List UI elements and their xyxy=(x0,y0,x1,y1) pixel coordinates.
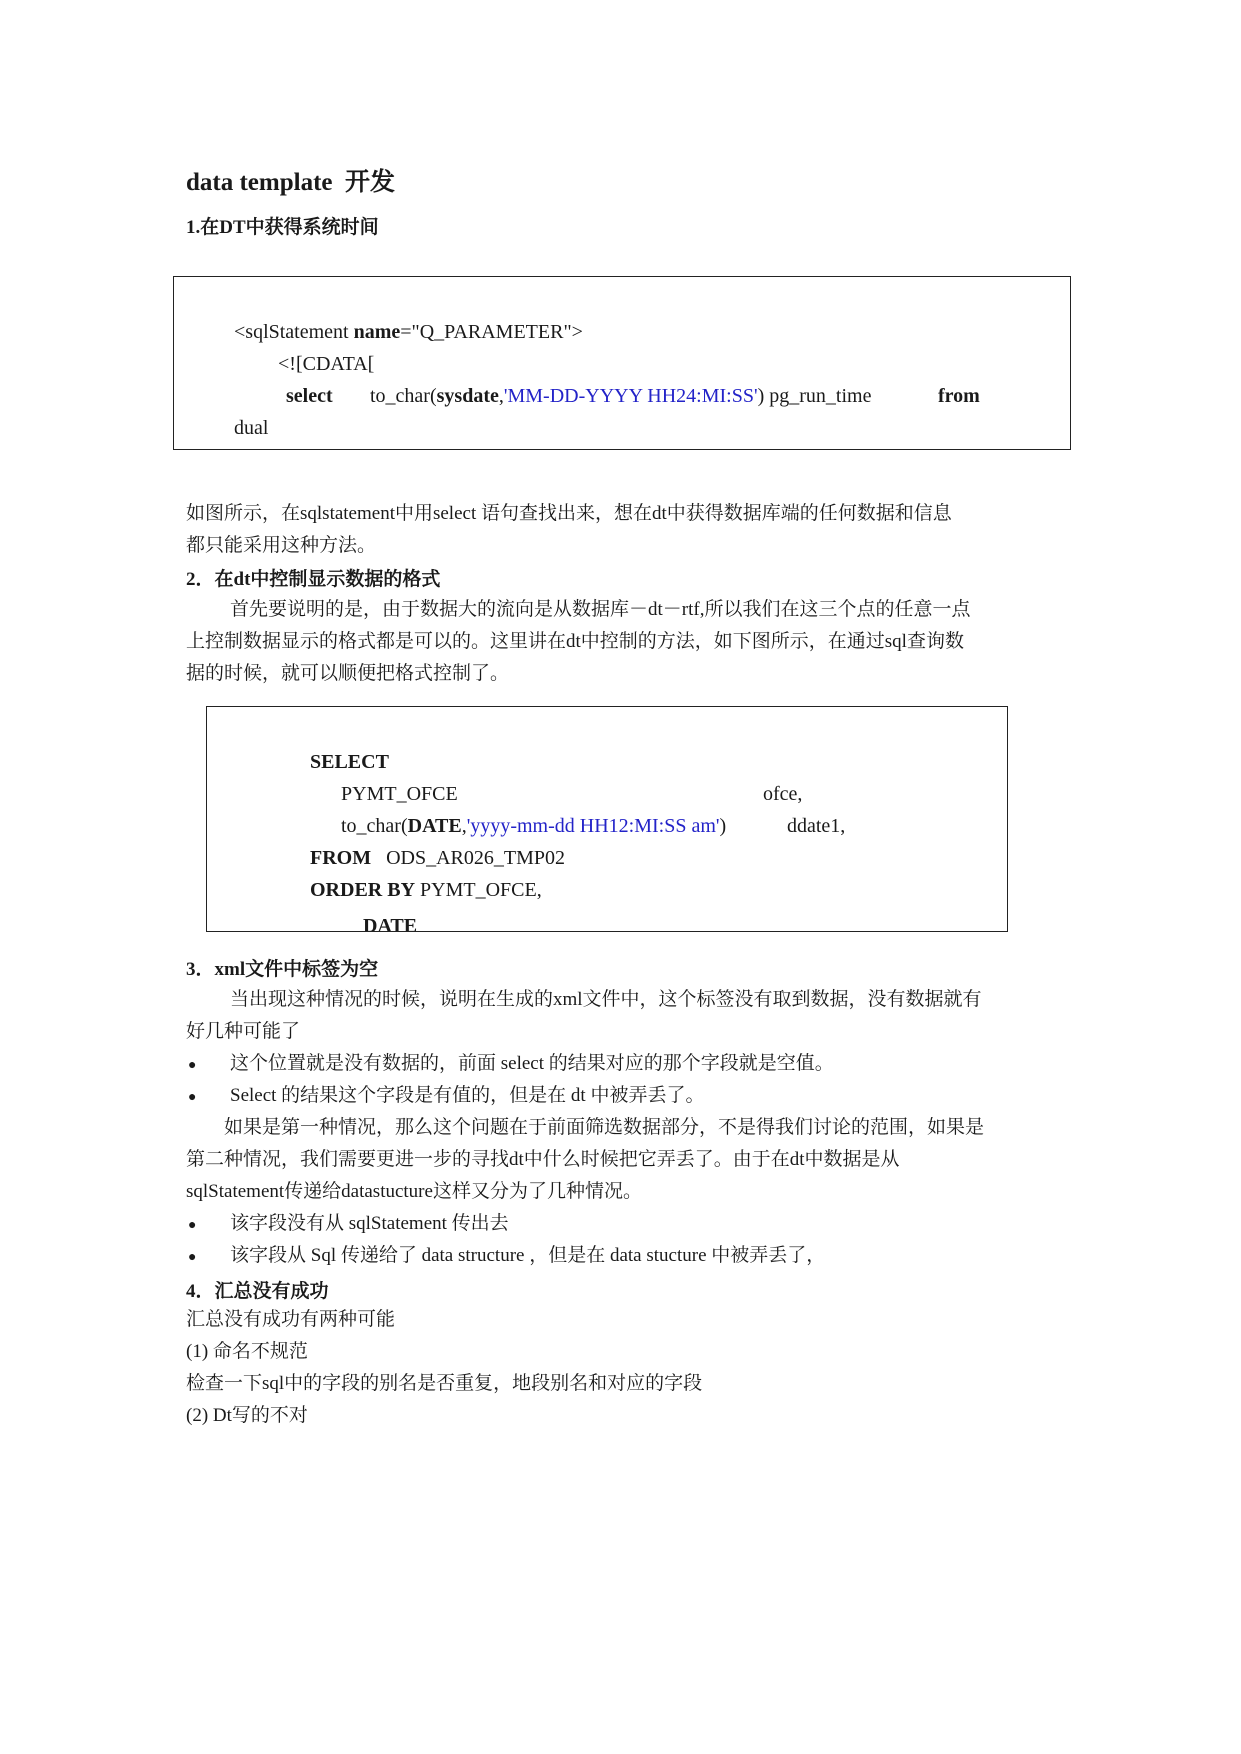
bullet-icon: ● xyxy=(188,1058,197,1073)
code-line xyxy=(286,385,333,408)
list-item: 这个位置就是没有数据的，前面 select 的结果对应的那个字段就是空值。 xyxy=(230,1053,834,1074)
code-keyword: DATE xyxy=(363,915,418,932)
section-3-heading: 3．xml文件中标签为空 xyxy=(186,959,379,980)
title-main: data template xyxy=(186,169,333,196)
code-keyword: DATE xyxy=(407,815,462,837)
code-line: PYMT_OFCE xyxy=(341,783,458,805)
paragraph: 检查一下sql中的字段的别名是否重复，地段别名和对应的字段 xyxy=(186,1373,703,1394)
code-line xyxy=(341,815,726,838)
code-token: ) xyxy=(719,815,727,837)
paragraph: 上控制数据显示的格式都是可以的。这里讲在dt中控制的方法，如下图所示，在通过sql查询数 xyxy=(186,631,964,652)
list-item: 该字段从 Sql 传递给了 data structure ，但是在 data stucture 中被弄丢了， xyxy=(230,1245,826,1266)
code-string: 'yyyy-mm-dd HH12:MI:SS am' xyxy=(466,815,720,837)
paragraph: sqlStatement传递给datastucture这样又分为了几种情况。 xyxy=(186,1181,642,1202)
code-keyword: name xyxy=(353,321,401,343)
title-suffix: 开发 xyxy=(345,169,396,196)
code-token: , xyxy=(461,815,467,837)
code-token: ODS_AR026_TMP02 xyxy=(386,847,566,869)
paragraph: 好几种可能了 xyxy=(186,1021,301,1042)
bullet-icon: ● xyxy=(188,1250,197,1265)
code-token: ="Q_PARAMETER"> xyxy=(400,321,583,343)
code-line xyxy=(234,321,583,344)
code-string: 'MM-DD-YYYY HH24:MI:SS' xyxy=(503,385,758,407)
code-keyword: SELECT xyxy=(310,751,389,773)
code-line: dual xyxy=(234,417,269,439)
code-box-2 xyxy=(206,706,1008,932)
paragraph: 当出现这种情况的时候，说明在生成的xml文件中，这个标签没有取到数据，没有数据就有 xyxy=(230,989,982,1010)
bullet-icon: ● xyxy=(188,1090,197,1105)
code-line xyxy=(370,385,871,408)
code-keyword: select xyxy=(286,385,333,407)
list-item: 该字段没有从 sqlStatement 传出去 xyxy=(230,1213,509,1234)
code-token: to_char( xyxy=(341,815,408,837)
paragraph: 如果是第一种情况，那么这个问题在于前面筛选数据部分，不是得我们讨论的范围，如果是 xyxy=(224,1117,985,1138)
code-box-1 xyxy=(173,276,1071,450)
paragraph: (1) 命名不规范 xyxy=(186,1341,308,1362)
code-line xyxy=(310,879,542,902)
code-token: PYMT_OFCE, xyxy=(415,879,542,901)
code-token: ) pg_run_time xyxy=(757,385,872,407)
section-4-heading: 4．汇总没有成功 xyxy=(186,1281,329,1302)
code-token: to_char( xyxy=(370,385,437,407)
paragraph: 首先要说明的是，由于数据大的流向是从数据库－dt－rtf,所以我们在这三个点的任意一点 xyxy=(230,599,971,620)
code-keyword: FROM xyxy=(310,847,372,869)
section-2-heading: 2．在dt中控制显示数据的格式 xyxy=(186,569,441,590)
code-line: <![CDATA[ xyxy=(278,353,375,375)
code-keyword: ORDER BY xyxy=(310,879,416,901)
paragraph: 都只能采用这种方法。 xyxy=(186,535,377,556)
code-keyword: from xyxy=(938,385,980,407)
paragraph: 汇总没有成功有两种可能 xyxy=(186,1309,396,1330)
list-item: Select 的结果这个字段是有值的，但是在 dt 中被弄丢了。 xyxy=(230,1085,705,1106)
code-token: , xyxy=(498,385,504,407)
paragraph: (2) Dt写的不对 xyxy=(186,1405,308,1426)
paragraph: 第二种情况，我们需要更进一步的寻找dt中什么时候把它弄丢了。由于在dt中数据是从 xyxy=(186,1149,900,1170)
bullet-icon: ● xyxy=(188,1218,197,1233)
document-title xyxy=(186,162,395,198)
code-line xyxy=(310,847,565,870)
section-1-heading: 1.在DT中获得系统时间 xyxy=(186,217,379,238)
code-token: <sqlStatement xyxy=(234,321,354,343)
paragraph: 据的时候，就可以顺便把格式控制了。 xyxy=(186,663,510,684)
code-line: ofce, xyxy=(763,783,803,805)
code-keyword: sysdate xyxy=(436,385,499,407)
code-line: ddate1, xyxy=(787,815,846,837)
paragraph: 如图所示，在sqlstatement中用select 语句查找出来，想在dt中获得数据库端的任何数据和信息 xyxy=(186,503,952,524)
